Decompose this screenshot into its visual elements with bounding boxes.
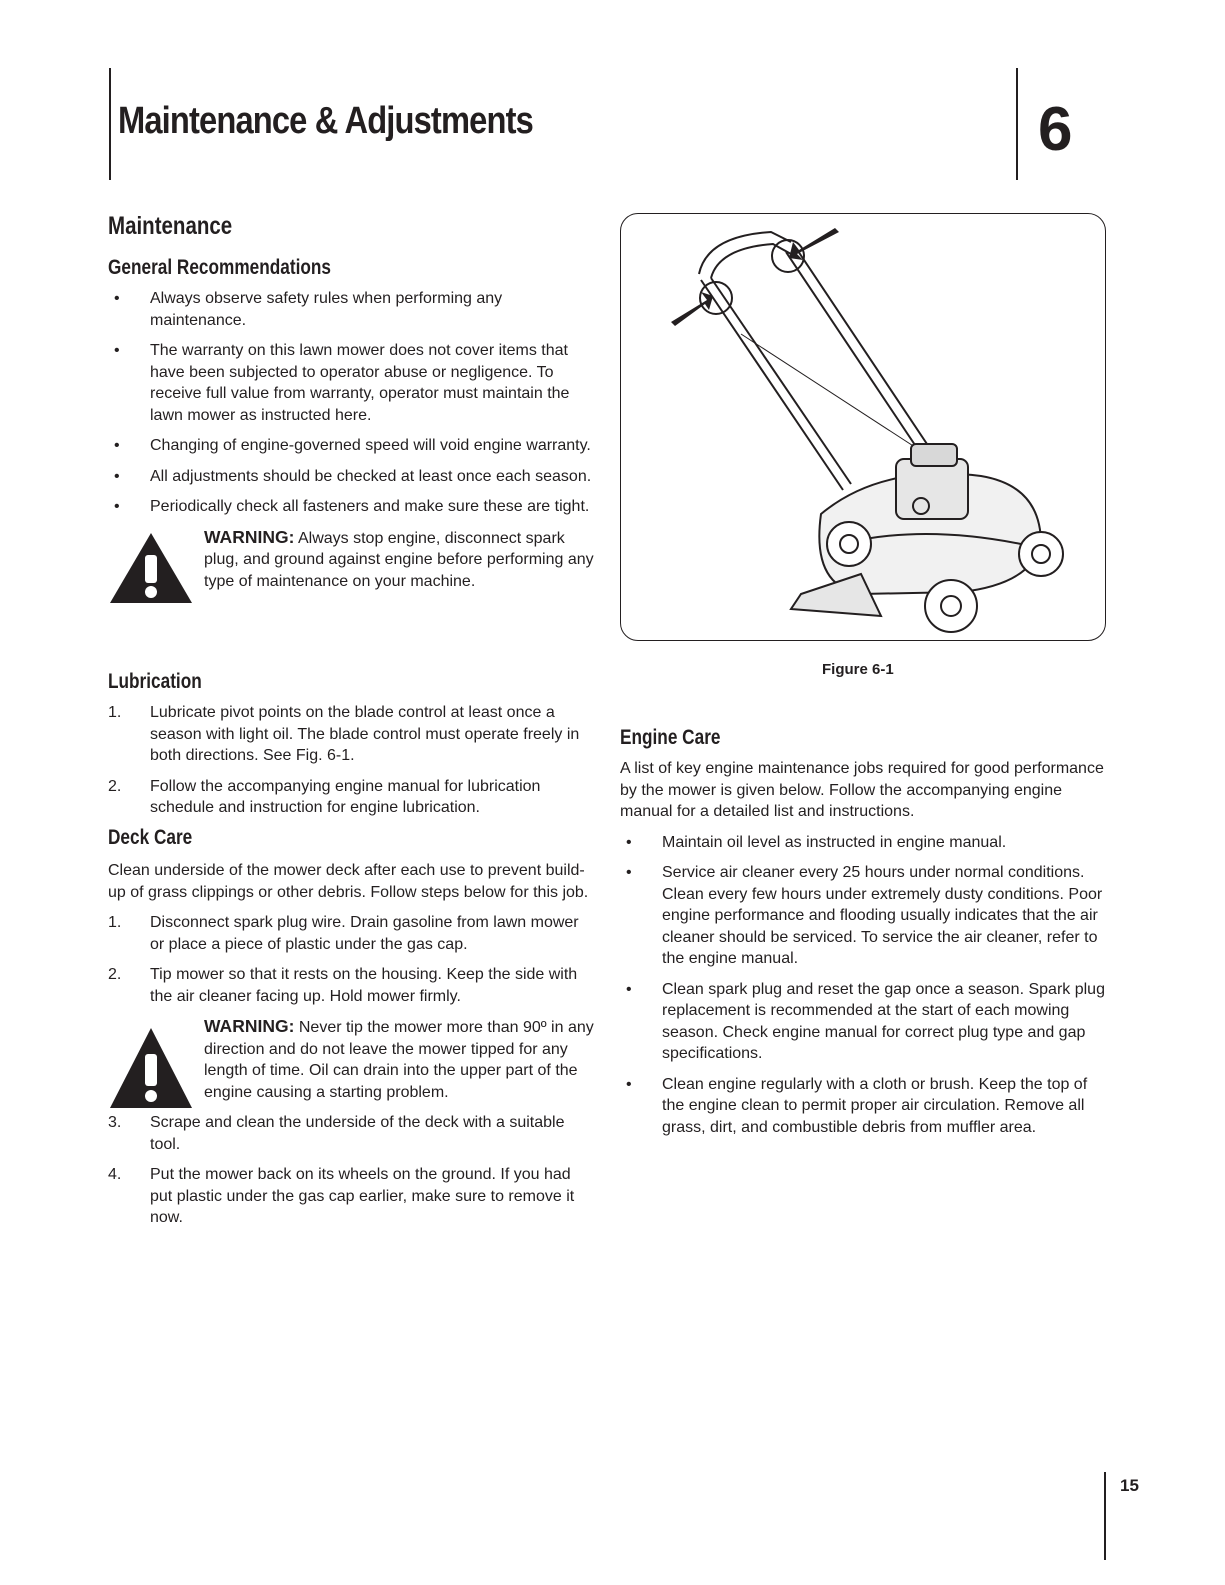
- engine-care-heading: Engine Care: [620, 726, 721, 749]
- numbered-step: [108, 776, 596, 819]
- item-text: All adjustments should be checked at least once each season.: [150, 467, 592, 485]
- numbered-step: [108, 912, 596, 955]
- step-number: 3.: [108, 1114, 122, 1131]
- deck-care-intro: Clean underside of the mower deck after each use to prevent build-up of grass clippings or other debris. Follow steps below for this job.: [108, 862, 589, 901]
- item-text: Clean spark plug and reset the gap once a season. Spark plug replacement is recommended at the start of each mowing season. Check engine manual for correct plug type and gap specifications.: [662, 980, 1105, 1062]
- chapter-number: 6: [1038, 95, 1073, 164]
- engine-care-section: [620, 758, 1106, 1147]
- engine-care-intro: A list of key engine maintenance jobs required for good performance by the mower is given below. Follow the accompanying engine manual for a detailed list and instructions.: [620, 760, 1104, 820]
- item-text: Put the mower back on its wheels on the ground. If you had put plastic under the gas cap earlier, make sure to remove it now.: [150, 1166, 575, 1226]
- bullet-item: [108, 340, 596, 426]
- bullet-marker: •: [114, 498, 120, 515]
- bullet-item: [620, 832, 1106, 854]
- item-text: Scrape and clean the underside of the deck with a suitable tool.: [150, 1114, 565, 1153]
- numbered-step: [108, 1112, 596, 1155]
- warning-1-text: Always stop engine, disconnect spark plug, and ground against engine before performing any type of maintenance on your machine.: [204, 529, 594, 590]
- bullet-marker: •: [114, 290, 120, 307]
- item-text: Tip mower so that it rests on the housing. Keep the side with the air cleaner facing up. Hold mower firmly.: [150, 966, 578, 1005]
- numbered-step: [108, 1164, 596, 1229]
- step-number: 1.: [108, 914, 122, 931]
- bullet-marker: •: [626, 980, 632, 998]
- bullet-marker: •: [114, 437, 120, 454]
- pivot-arrow-left-icon: [671, 292, 713, 326]
- figure-caption: Figure 6-1: [822, 661, 894, 678]
- lubrication-list: [108, 702, 596, 819]
- step-number: 2.: [108, 966, 122, 983]
- item-text: Always observe safety rules when performing any maintenance.: [150, 290, 503, 329]
- bullet-marker: •: [114, 342, 120, 359]
- warning-triangle-icon: [108, 531, 194, 605]
- warning-box-2: [108, 1016, 596, 1106]
- item-text: Maintain oil level as instructed in engine manual.: [662, 833, 1007, 851]
- deck-care-section: [108, 860, 596, 1238]
- item-text: Follow the accompanying engine manual for lubrication schedule and instruction for engine lubrication.: [150, 777, 541, 816]
- step-number: 1.: [108, 704, 122, 721]
- bullet-marker: •: [626, 833, 632, 851]
- general-recommendations-heading: General Recommendations: [108, 256, 331, 279]
- lubrication-section: [108, 702, 596, 828]
- warning-box-1: [108, 527, 596, 599]
- general-section: [108, 288, 596, 605]
- deck-care-heading: Deck Care: [108, 826, 193, 849]
- item-text: Lubricate pivot points on the blade control at least once a season with light oil. The blade control must operate freely in both directions. See Fig. 6-1.: [150, 704, 580, 764]
- pivot-arrow-right-icon: [789, 228, 839, 260]
- bullet-item: [620, 1074, 1106, 1139]
- bullet-marker: •: [114, 467, 120, 485]
- step-number: 4.: [108, 1166, 122, 1183]
- deck-care-list-b: [108, 1112, 596, 1229]
- item-text: The warranty on this lawn mower does not cover items that have been subjected to operator abuse or negligence. To receive full value from warranty, operator must maintain the lawn mower as instructed here.: [150, 342, 570, 424]
- figure-6-1: [620, 213, 1106, 641]
- page-number: 15: [1120, 1476, 1139, 1495]
- numbered-step: [108, 702, 596, 767]
- footer-rule: [1104, 1472, 1106, 1560]
- item-text: Clean engine regularly with a cloth or brush. Keep the top of the engine clean to permit proper air circulation. Remove all grass, dirt, and combustible debris from muffler area.: [662, 1075, 1088, 1136]
- item-text: Changing of engine-governed speed will void engine warranty.: [150, 437, 591, 454]
- item-text: Disconnect spark plug wire. Drain gasoline from lawn mower or place a piece of plastic under the gas cap.: [150, 914, 579, 953]
- maintenance-heading: Maintenance: [108, 212, 233, 240]
- step-number: 2.: [108, 777, 122, 795]
- deck-care-list-a: [108, 912, 596, 1007]
- bullet-item: [108, 466, 596, 488]
- numbered-step: [108, 964, 596, 1007]
- header-rule-right: [1016, 68, 1018, 180]
- lawn-mower-illustration: [621, 214, 1106, 641]
- warning-1-label: WARNING:: [204, 526, 295, 547]
- bullet-item: [108, 435, 596, 457]
- chapter-title: Maintenance & Adjustments: [118, 100, 533, 142]
- bullet-item: [620, 862, 1106, 970]
- lubrication-heading: Lubrication: [108, 670, 202, 693]
- warning-2-text: Never tip the mower more than 90º in any direction and do not leave the mower tipped for any length of time. Oil can drain into the upper part of the engine causing a starting problem.: [204, 1019, 594, 1101]
- engine-care-list: [620, 832, 1106, 1139]
- warning-triangle-icon: [108, 1026, 194, 1110]
- bullet-item: [108, 496, 596, 518]
- item-text: Periodically check all fasteners and make sure these are tight.: [150, 498, 590, 515]
- header-rule-left: [109, 68, 111, 180]
- bullet-item: [108, 288, 596, 331]
- bullet-marker: •: [626, 1075, 632, 1093]
- warning-2-label: WARNING:: [204, 1016, 295, 1036]
- item-text: Service air cleaner every 25 hours under normal conditions. Clean every few hours under extremely dusty conditions. Poor engine performance and flooding usually indicates that the air cleaner should be serviced. To service the air cleaner, refer to the engine manual.: [662, 864, 1103, 967]
- bullet-item: [620, 979, 1106, 1065]
- bullet-marker: •: [626, 864, 632, 881]
- general-recommendations-list: [108, 288, 596, 518]
